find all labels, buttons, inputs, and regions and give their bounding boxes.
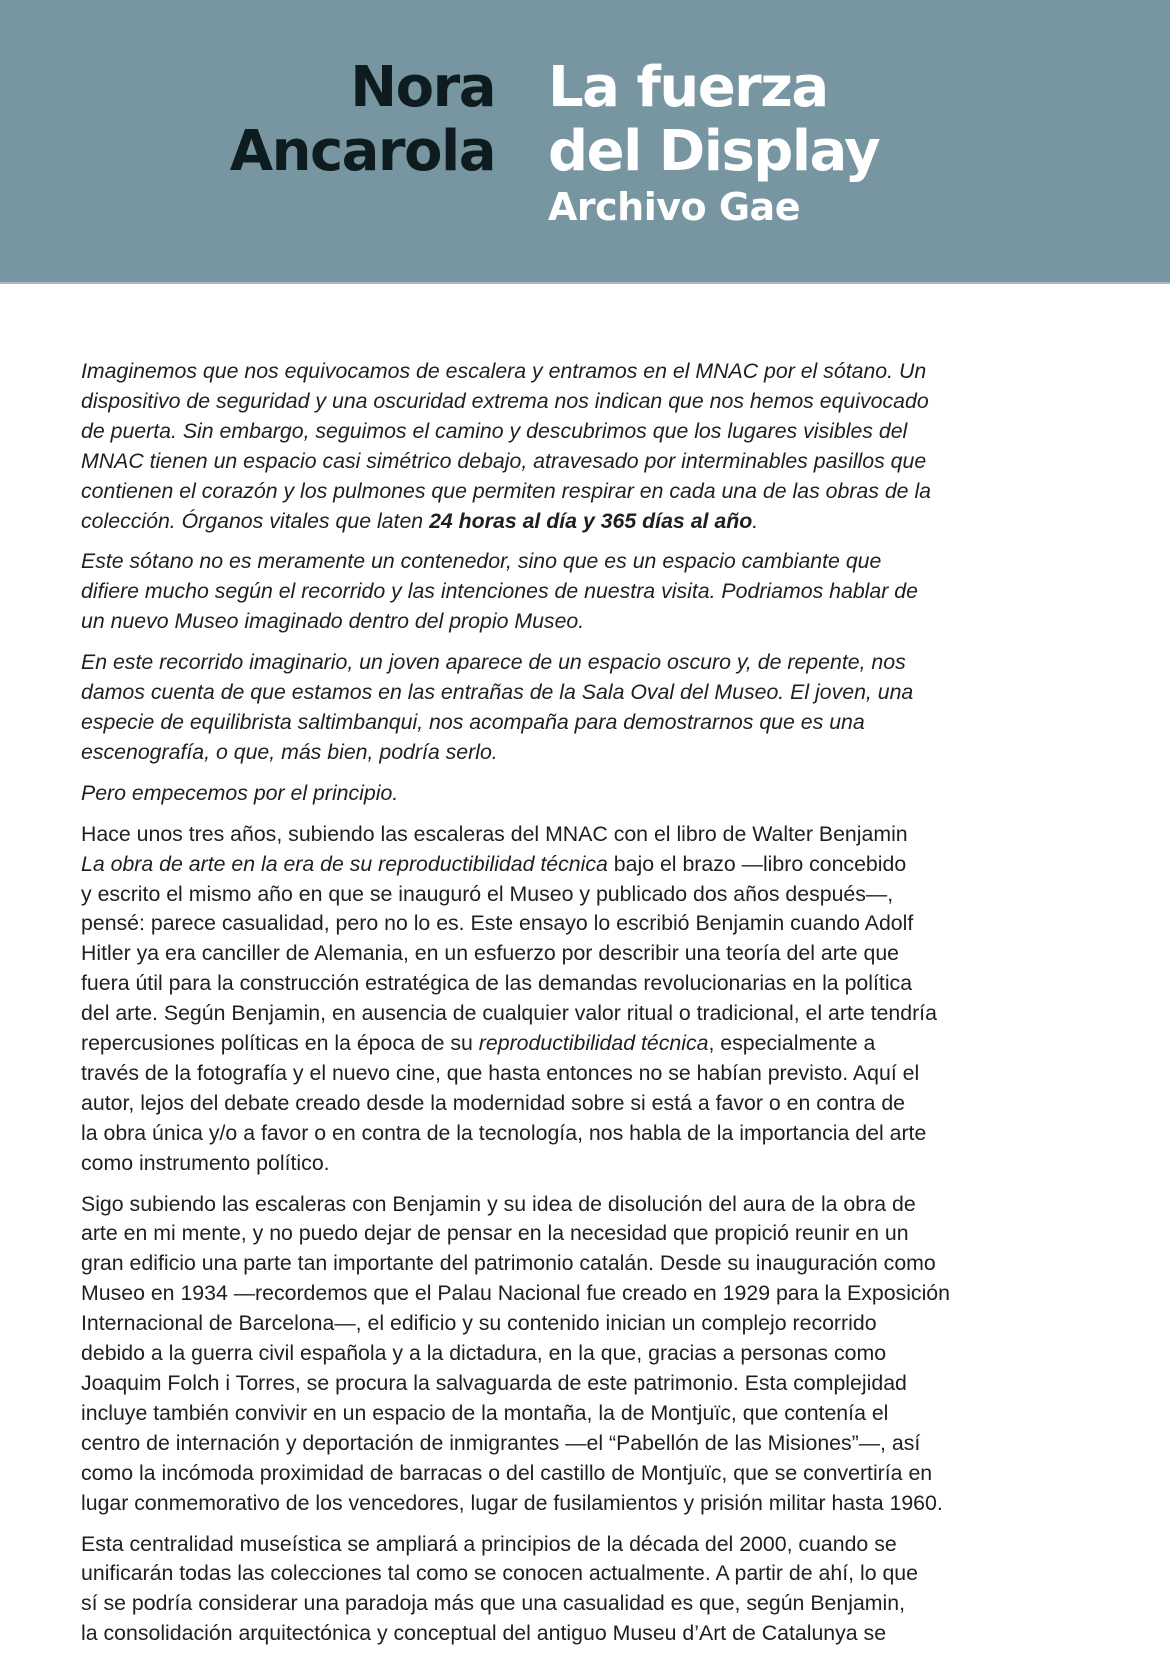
article-subtitle: Archivo Gae (548, 185, 800, 229)
text-run: bajo el brazo —libro concebido (607, 851, 907, 876)
text-run: colección. Órganos vitales que laten (81, 508, 430, 533)
paragraph-centrality (81, 1530, 1101, 1650)
text-line: contienen el corazón y los pulmones que permiten respirar en cada una de las obras de la (81, 478, 932, 503)
paragraph-history (81, 1190, 1101, 1519)
text-line: de puerta. Sin embargo, seguimos el camino y descubrimos que los lugares visibles del (81, 418, 908, 443)
book-title: La obra de arte en la era de su reproductibilidad técnica (81, 851, 608, 876)
text-line: gran edificio una parte tan importante del patrimonio catalán. Desde su inauguración como (81, 1251, 936, 1276)
paragraph-beginning (81, 779, 1101, 809)
paragraph-imaginary-tour (81, 648, 1101, 768)
title-line-2: del Display (548, 119, 880, 184)
text-line: MNAC tienen un espacio casi simétrico debajo, atravesado por interminables pasillos que (81, 448, 927, 473)
text-line: especie de equilibrista saltimbanqui, nos acompaña para demostrarnos que es una (81, 709, 865, 734)
text-line (81, 1029, 1101, 1059)
text-line: sí se podría considerar una paradoja más que una casualidad es que, según Benjamin, (81, 1591, 906, 1616)
text-line: difiere mucho según el recorrido y las intenciones de nuestra visita. Podriamos hablar de (81, 579, 918, 604)
text-line: centro de internación y deportación de inmigrantes —el “Pabellón de las Misiones”—, así (81, 1430, 921, 1455)
text-line: unificarán todas las colecciones tal como se conocen actualmente. A partir de ahí, lo que (81, 1561, 918, 1586)
text-line: la consolidación arquitectónica y conceptual del antiguo Museu d’Art de Catalunya se (81, 1621, 887, 1646)
paragraph-intro (81, 357, 1101, 536)
text-line: damos cuenta de que estamos en las entrañas de la Sala Oval del Museo. El joven, una (81, 680, 914, 705)
text-line: Esta centralidad museística se ampliará a principios de la década del 2000, cuando se (81, 1531, 897, 1556)
text-line: arte en mi mente, y no puedo dejar de pensar en la necesidad que propició reunir en un (81, 1221, 909, 1246)
text-line: dispositivo de seguridad y una oscuridad extrema nos indican que nos hemos equivocado (81, 388, 929, 413)
text-line: como la incómoda proximidad de barracas o del castillo de Montjuïc, que se convertiría en (81, 1460, 933, 1485)
text-line: Hitler ya era canciller de Alemania, en un esfuerzo por describir una teoría del arte que (81, 941, 900, 966)
text-line: Imaginemos que nos equivocamos de escalera y entramos en el MNAC por el sótano. Un (81, 359, 927, 383)
text-line: lugar conmemorativo de los vencedores, lugar de fusilamientos y prisión militar hasta 1960. (81, 1490, 943, 1515)
text-run: , especialmente a (708, 1031, 876, 1056)
paragraph-basement (81, 547, 1101, 637)
text-line: escenografía, o que, más bien, podría serlo. (81, 739, 498, 764)
text-line: y escrito el mismo año en que se inauguró el Museo y publicado dos años después—, (81, 881, 894, 906)
text-line: incluye también convivir en un espacio de la montaña, la de Montjuïc, que contenía el (81, 1400, 889, 1425)
article-header (0, 0, 1170, 284)
text-line: autor, lejos del debate creado desde la modernidad sobre si está a favor o en contra de (81, 1090, 906, 1115)
text-line: Museo en 1934 —recordemos que el Palau Nacional fue creado en 1929 para la Exposición (81, 1281, 950, 1306)
text-line: través de la fotografía y el nuevo cine, que hasta entonces no se habían previsto. Aquí el (81, 1060, 920, 1085)
text-line: Hace unos tres años, subiendo las escaleras del MNAC con el libro de Walter Benjamin (81, 821, 908, 846)
article-body (81, 357, 1101, 1660)
text-line: pensé: parece casualidad, pero no lo es. Este ensayo lo escribió Benjamin cuando Adolf (81, 911, 914, 936)
emphasis-italic: reproductibilidad técnica (478, 1031, 709, 1056)
text-line: Este sótano no es meramente un contenedor, sino que es un espacio cambiante que (81, 549, 882, 574)
author-first-name: Nora (350, 55, 495, 120)
text-line (81, 507, 1101, 537)
text-line: debido a la guerra civil española y a la dictadura, en la que, gracias a personas como (81, 1341, 887, 1366)
text-line: En este recorrido imaginario, un joven aparece de un espacio oscuro y, de repente, nos (81, 650, 906, 675)
text-line: del arte. Según Benjamin, en ausencia de cualquier valor ritual o tradicional, el arte tendría (81, 1001, 937, 1026)
emphasis-bold: 24 horas al día y 365 días al año (429, 508, 753, 533)
text-run: repercusiones políticas en la época de su (81, 1031, 479, 1056)
text-line: Internacional de Barcelona—, el edificio y su contenido inician un complejo recorrido (81, 1311, 877, 1336)
text-line: como instrumento político. (81, 1150, 330, 1175)
text-run: . (752, 508, 759, 533)
article-title (548, 56, 879, 230)
paragraph-benjamin (81, 820, 1101, 1179)
text-line: la obra única y/o a favor o en contra de la tecnología, nos habla de la importancia del arte (81, 1120, 927, 1145)
text-line: Joaquim Folch i Torres, se procura la salvaguarda de este patrimonio. Esta complejidad (81, 1371, 907, 1395)
text-line: Sigo subiendo las escaleras con Benjamin y su idea de disolución del aura de la obra de (81, 1191, 916, 1216)
text-line: Pero empecemos por el principio. (81, 780, 399, 805)
title-line-1: La fuerza (548, 55, 828, 120)
author-name (230, 56, 495, 184)
author-last-name: Ancarola (229, 119, 495, 184)
text-line: un nuevo Museo imaginado dentro del propio Museo. (81, 609, 585, 634)
text-line (81, 850, 1101, 880)
text-line: fuera útil para la construcción estratégica de las demandas revolucionarias en la política (81, 971, 913, 996)
